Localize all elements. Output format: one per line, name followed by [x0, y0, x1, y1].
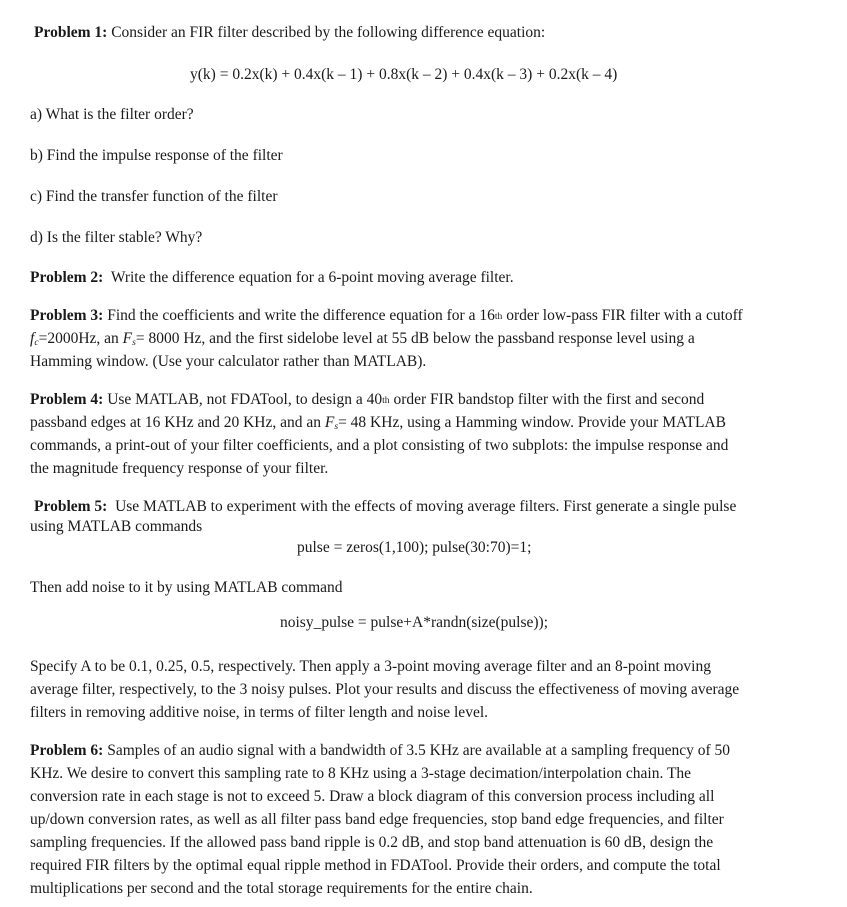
problem-6-line-3: conversion rate in each stage is not to exceed 5. Draw a block diagram of this conversion process including all — [30, 788, 715, 805]
problem-3-fs-sub: s — [132, 336, 136, 348]
problem-5-title: Problem 5: — [34, 498, 108, 515]
problem-4-fs-sub: s — [334, 420, 339, 432]
problem-5-line-5: average filter, respectively, to the 3 noisy pulses. Plot your results and discuss the effectiveness of moving average — [30, 681, 740, 698]
problem-3-text-1b: order low-pass FIR filter with a cutoff — [502, 307, 743, 324]
problem-4-th: th — [382, 395, 390, 407]
problem-3-text-2b: = 8000 Hz, and the first sidelobe level at 55 dB below the passband response level using a — [135, 330, 695, 347]
problem-4-text-1a: Use MATLAB, not FDATool, to design a 40 — [107, 391, 383, 408]
problem-6-title: Problem 6: — [30, 742, 104, 759]
problem-6-line-1 — [30, 740, 730, 763]
problem-5-line-6: filters in removing additive noise, in terms of filter length and noise level. — [30, 704, 488, 721]
problem-3-title: Problem 3: — [30, 307, 104, 324]
problem-2-title: Problem 2: — [30, 269, 104, 286]
problem-3-line-3: Hamming window. (Use your calculator rather than MATLAB). — [30, 353, 427, 370]
problem-1-part-b: b) Find the impulse response of the filter — [30, 147, 283, 164]
problem-4-line-4: the magnitude frequency response of your filter. — [30, 460, 329, 477]
problem-6-line-7: multiplications per second and the total storage requirements for the entire chain. — [30, 880, 533, 897]
problem-4-text-2a: passband edges at 16 KHz and 20 KHz, and an — [30, 414, 325, 431]
problem-3-fs-symbol: F — [122, 330, 133, 347]
problem-3-line-1 — [30, 305, 743, 329]
problem-6-text-1: Samples of an audio signal with a bandwidth of 3.5 KHz are available at a sampling frequency of 50 — [107, 742, 731, 759]
problem-4-title: Problem 4: — [30, 391, 104, 408]
problem-1-equation: y(k) = 0.2x(k) + 0.4x(k – 1) + 0.8x(k – 2) + 0.4x(k – 3) + 0.2x(k – 4) — [190, 66, 618, 83]
problem-5-line-4: Specify A to be 0.1, 0.25, 0.5, respectively. Then apply a 3-point moving average filter and an 8-point moving — [30, 658, 711, 675]
problem-6-line-6: required FIR filters by the optimal equal ripple method in FDATool. Provide their orders, and compute the total — [30, 857, 721, 874]
problem-3-text-1a: Find the coefficients and write the difference equation for a 16 — [107, 307, 495, 324]
problem-2-text: Write the difference equation for a 6-point moving average filter. — [110, 269, 514, 286]
problem-3-text-2a: =2000Hz, an — [38, 330, 123, 347]
problem-5-text-1: Use MATLAB to experiment with the effects of moving average filters. First generate a single pulse — [115, 498, 737, 515]
problem-6-line-4: up/down conversion rates, as well as all filter pass band edge frequencies, stop band edge frequencies, and filter — [30, 811, 724, 828]
problem-6-line-2: KHz. We desire to convert this sampling rate to 8 KHz using a 3-stage decimation/interpolation chain. The — [30, 765, 692, 782]
problem-1-title: Problem 1: — [34, 24, 108, 41]
problem-6-line-5: sampling frequencies. If the allowed pass band ripple is 0.2 dB, and stop band attenuation is 60 dB, design the — [30, 834, 714, 851]
problem-4-text-2b: = 48 KHz, using a Hamming window. Provide your MATLAB — [338, 414, 726, 431]
problem-1-intro — [34, 22, 545, 45]
problem-5-line-3: Then add noise to it by using MATLAB command — [30, 579, 343, 596]
problem-4-line-3: commands, a print-out of your filter coefficients, and a plot consisting of two subplots: the impulse response and — [30, 437, 729, 454]
problem-3-th: th — [494, 311, 503, 323]
problem-1-part-a: a) What is the filter order? — [30, 106, 194, 123]
problem-3-fc-symbol: f — [30, 330, 35, 347]
problem-4-line-1 — [30, 389, 704, 413]
problem-5-line-2: using MATLAB commands — [30, 518, 203, 535]
problem-1-part-c: c) Find the transfer function of the filter — [30, 188, 278, 205]
problem-4-text-1b: order FIR bandstop filter with the first and second — [389, 391, 705, 408]
problem-2 — [30, 267, 514, 290]
problem-5-matlab-command-2: noisy_pulse = pulse+A*randn(size(pulse)); — [280, 614, 549, 631]
problem-1-intro-text: Consider an FIR filter described by the following difference equation: — [111, 24, 546, 41]
problem-3-fc-sub: c — [34, 336, 39, 348]
problem-5-matlab-command-1: pulse = zeros(1,100); pulse(30:70)=1; — [297, 539, 532, 556]
problem-1-part-d: d) Is the filter stable? Why? — [30, 229, 203, 246]
problem-4-fs-symbol: F — [324, 414, 335, 431]
